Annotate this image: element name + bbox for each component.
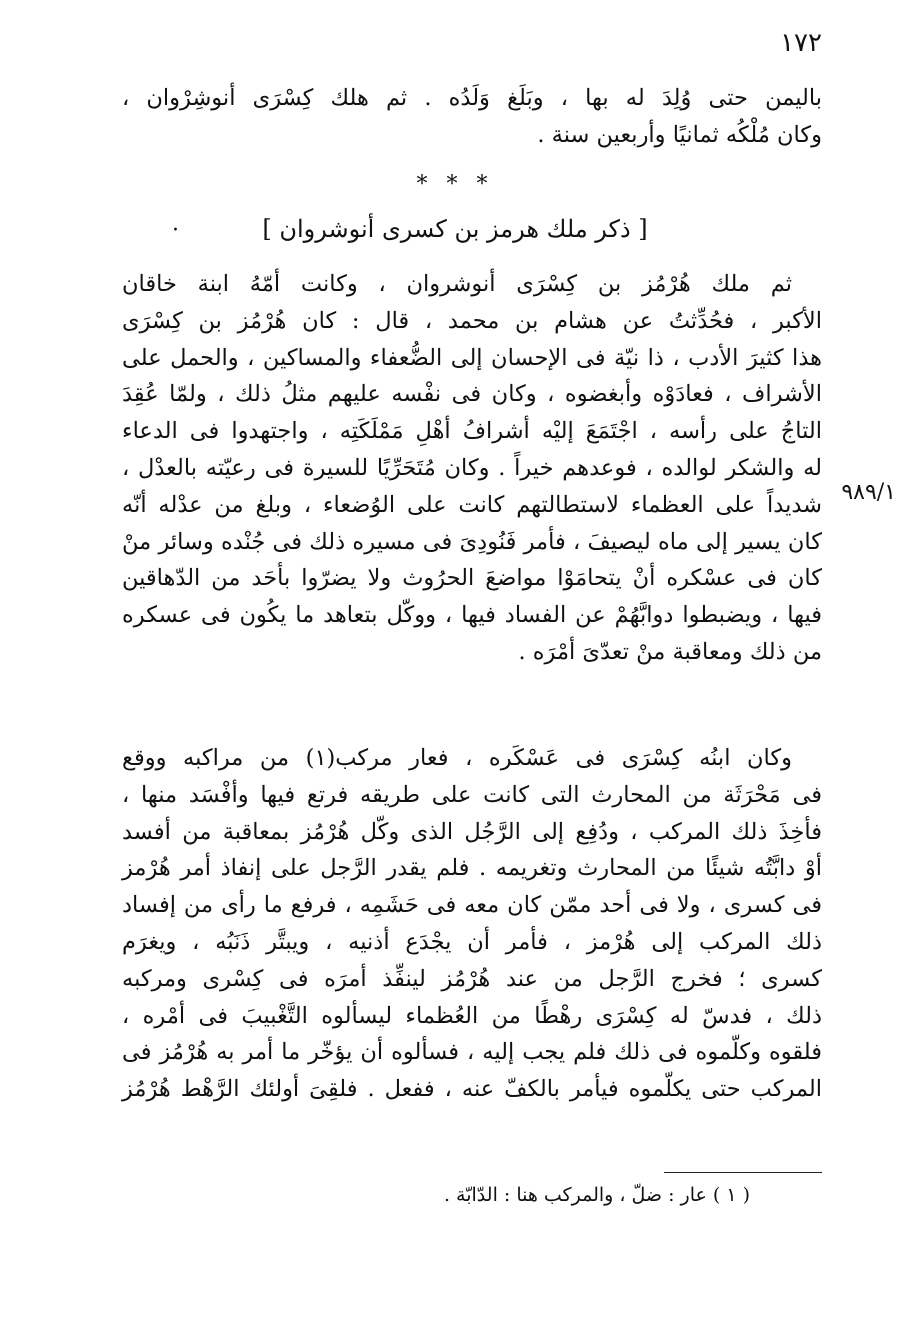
text-line: كسرى ؛ فخرج الرَّجل من عند هُرْمُز لينفِّذ أمرَه فى كِسْرى ومركبه <box>122 965 822 992</box>
text-line: وكان مُلْكُه ثمانيًا وأربعين سنة . <box>537 121 822 148</box>
text-line: فيها ، ويضبطوا دوابَّهُمْ عن الفساد فيها ، ووكّل بتعاهد ما يكُون فى عسكره <box>122 602 822 629</box>
footnote: ( ١ ) عار : ضلّ ، والمركب هنا : الدّابّة . <box>443 1184 750 1206</box>
paragraph-2 <box>122 740 822 1108</box>
text-line: كان يسير إلى ماه ليصيفَ ، فأمر فَنُودِىَ فى مسيره ذلك فى جُنْده وسائر منْ <box>122 528 822 555</box>
text-line: كان فى عسْكره أنْ يتحامَوْا مواضعَ الحرُوث ولا يضرّوا بأحَد من الدّهاقين <box>122 565 822 592</box>
text-line: وكان ابنُه كِسْرَى فى عَسْكَره ، فعار مركب(١) من مراكبه ووقع <box>122 745 792 771</box>
text-line: ثم ملك هُرْمُز بن كِسْرَى أنوشروان ، وكانت أمّهُ ابنة خاقان <box>122 271 792 297</box>
text-line: له والشكر لوالده ، فوعدهم خيراً . وكان مُتَحَرِّيًا للسيرة فى رعيّته بالعدْل ، <box>122 454 822 481</box>
section-separator: * * * <box>416 172 494 197</box>
text-line: من ذلك ومعاقبة منْ تعدّىَ أمْرَه . <box>518 638 822 665</box>
text-line: فأخِذَ ذلك المركب ، ودُفِع إلى الرَّجُل الذى وكّل هُرْمُز بمعاقبة من أفسد <box>122 818 822 845</box>
margin-reference: ٩٨٩/١ <box>841 480 896 505</box>
text-line: التاجُ على رأسه ، اجْتَمَعَ إليْه أشرافُ أهْلِ مَمْلَكَتِه ، واجتهدوا فى الدعاء <box>122 418 822 445</box>
text-line: فلقوه وكلّموه فى ذلك فلم يجب إليه ، فسألوه أن يؤخّر ما أمر به هُرْمُز فى <box>122 1039 822 1066</box>
text-line: باليمن حتى وُلِدَ له بها ، وبَلَغ وَلَدُه . ثم هلك كِسْرَى أنوشِرْوان ، <box>122 85 822 111</box>
text-line: أوْ دابَّتُه شيئًا من المحارث وتغريمه . فلم يقدر الرَّجل على إنفاذ أمر هُرْمز <box>122 855 822 882</box>
text-line: شديداً على العظماء لاستطالتهم كانت على الوُضعاء ، وبلغ من عدْله أنّه <box>122 491 822 518</box>
paragraph-1 <box>122 266 822 671</box>
intro-block <box>122 80 822 154</box>
text-line: ذلك ، فدسّ له كِسْرَى رهْطًا من العُظماء ليسألوه التَّغْبيبَ فى أمْره ، <box>122 1002 822 1029</box>
section-heading: [ ذكر ملك هرمز بن كسرى أنوشروان ] <box>262 215 648 243</box>
text-line: فى كسرى ، ولا فى أحد ممّن كان معه فى حَشَمِه ، فرفع ما رأى من إفساد <box>122 892 822 919</box>
footnote-rule <box>664 1172 822 1173</box>
text-line: ذلك المركب إلى هُرْمز ، فأمر أن يجْدَع أذنيه ، ويبتَّر ذَنَبُه ، ويغرَم <box>122 928 822 955</box>
text-line: الأكبر ، فحُدِّثتُ عن هشام بن محمد ، قال : كان هُرْمُز بن كِسْرَى <box>122 307 822 334</box>
text-line: المركب حتى يكلّموه فيأمر بالكفّ عنه ، ففعل . فلقِىَ أولئك الرَّهْط هُرْمُز <box>122 1076 822 1103</box>
text-line: هذا كثيرَ الأدب ، ذا نيّة فى الإحسان إلى الضُّعفاء والمساكين ، والحمل على <box>122 344 822 371</box>
text-line: الأشراف ، فعادَوْه وأبغضوه ، وكان فى نفْسه عليهم مثلُ ذلك ، ولمّا عُقِدَ <box>122 381 822 408</box>
text-line: فى مَحْرَثَة من المحارث التى كانت على طريقه فرتع فيها وأفْسَد منها ، <box>122 781 822 808</box>
page-number: ١٧٢ <box>780 28 822 58</box>
heading-mark: · <box>172 218 179 243</box>
